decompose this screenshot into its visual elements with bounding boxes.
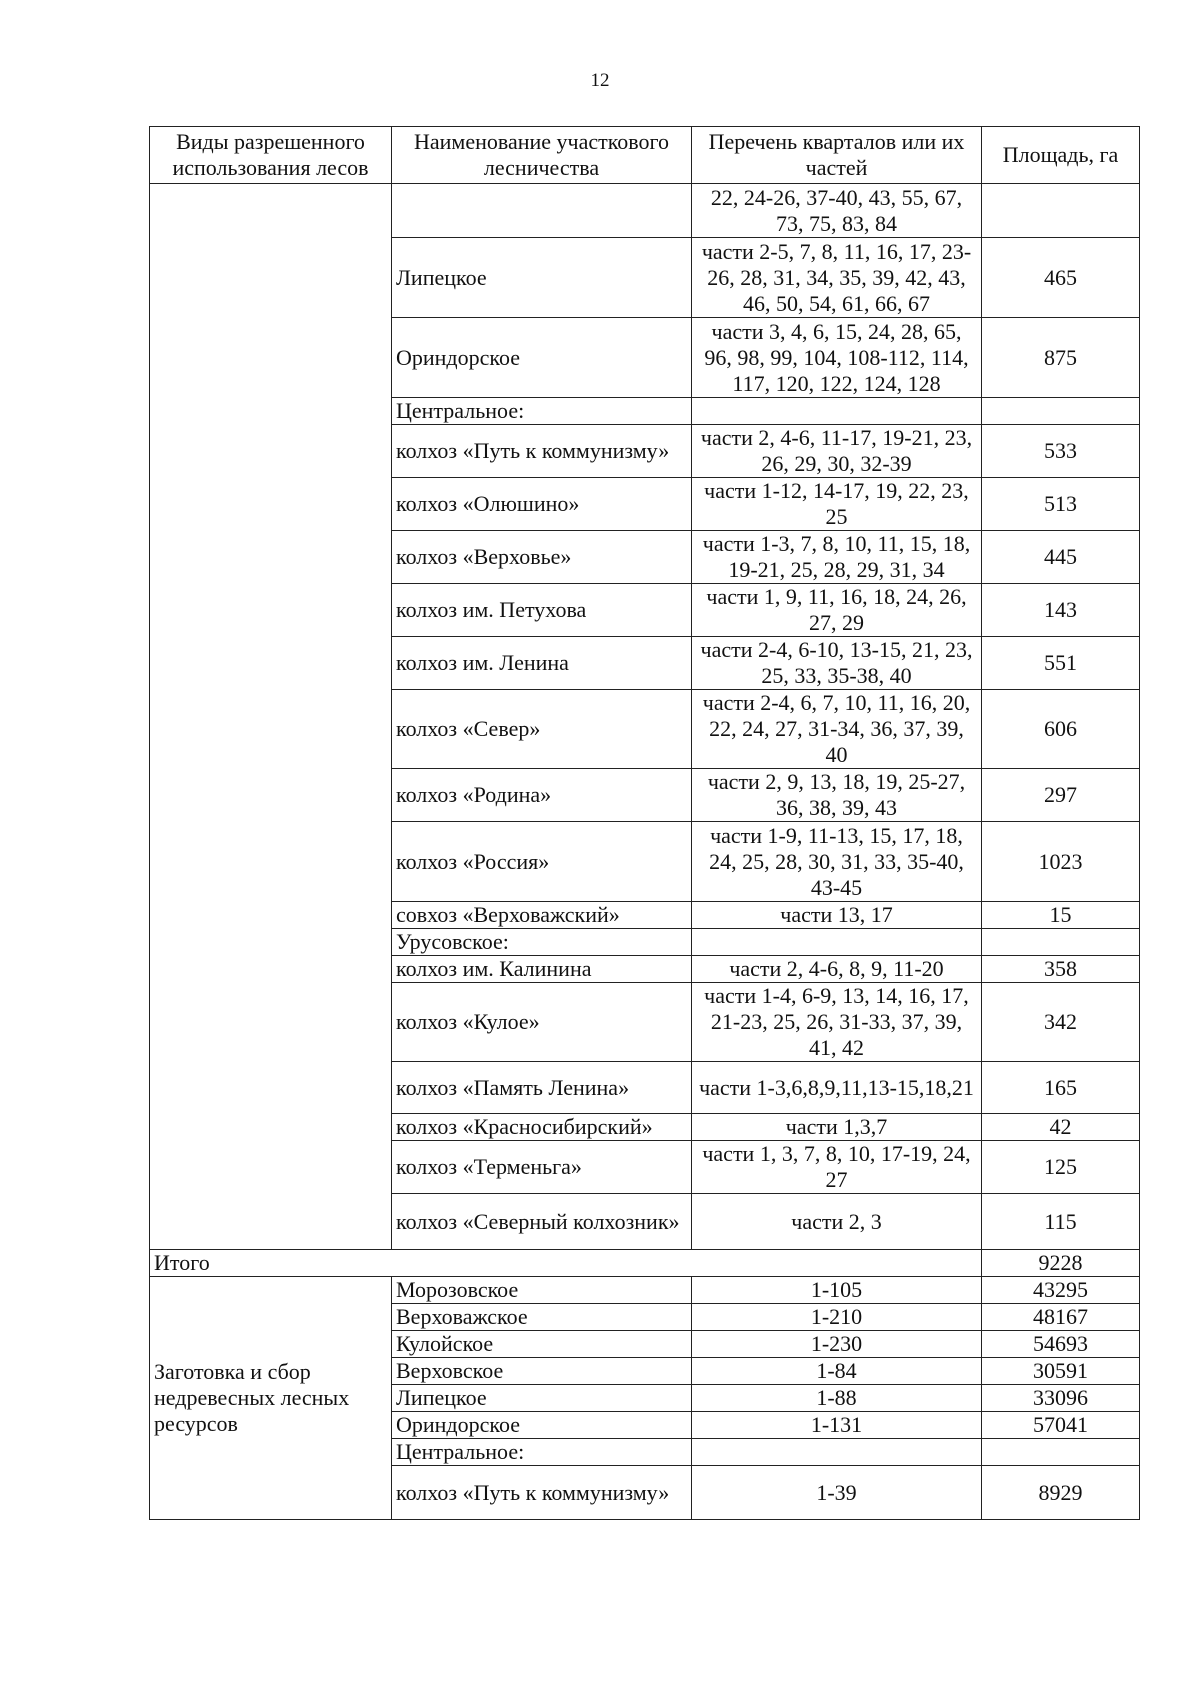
forestry-name-cell: колхоз «Терменьга» bbox=[392, 1141, 692, 1194]
header-area: Площадь, га bbox=[982, 127, 1140, 184]
forestry-name-cell: колхоз «Верховье» bbox=[392, 531, 692, 584]
table-row bbox=[150, 1277, 1140, 1304]
forestry-name-cell: Ориндорское bbox=[392, 318, 692, 398]
quarters-cell: 1-105 bbox=[692, 1277, 982, 1304]
area-cell: 115 bbox=[982, 1194, 1140, 1250]
quarters-cell: 1-39 bbox=[692, 1466, 982, 1520]
quarters-cell: 1-84 bbox=[692, 1358, 982, 1385]
area-cell: 606 bbox=[982, 690, 1140, 769]
header-use-type: Виды разрешенного использования лесов bbox=[150, 127, 392, 184]
quarters-cell: части 3, 4, 6, 15, 24, 28, 65, 96, 98, 99, 104, 108-112, 114, 117, 120, 122, 124, 128 bbox=[692, 318, 982, 398]
quarters-cell: части 1-3,6,8,9,11,13-15,18,21 bbox=[692, 1062, 982, 1114]
use-type-cell bbox=[150, 184, 392, 1250]
quarters-cell: части 1, 9, 11, 16, 18, 24, 26, 27, 29 bbox=[692, 584, 982, 637]
quarters-cell: части 1, 3, 7, 8, 10, 17-19, 24, 27 bbox=[692, 1141, 982, 1194]
quarters-cell: 1-210 bbox=[692, 1304, 982, 1331]
total-area: 9228 bbox=[982, 1250, 1140, 1277]
table-header-row bbox=[150, 127, 1140, 184]
area-cell bbox=[982, 184, 1140, 238]
total-label: Итого bbox=[150, 1250, 982, 1277]
quarters-cell: части 2, 4-6, 8, 9, 11-20 bbox=[692, 956, 982, 983]
forest-use-table bbox=[149, 126, 1140, 1520]
area-cell: 30591 bbox=[982, 1358, 1140, 1385]
forestry-name-cell: Кулойское bbox=[392, 1331, 692, 1358]
area-cell: 551 bbox=[982, 637, 1140, 690]
quarters-cell: части 2, 9, 13, 18, 19, 25-27, 36, 38, 39, 43 bbox=[692, 769, 982, 822]
quarters-cell: 1-131 bbox=[692, 1412, 982, 1439]
area-cell: 48167 bbox=[982, 1304, 1140, 1331]
area-cell: 533 bbox=[982, 425, 1140, 478]
area-cell: 513 bbox=[982, 478, 1140, 531]
page-number: 12 bbox=[590, 70, 610, 91]
forestry-name-cell: Липецкое bbox=[392, 1385, 692, 1412]
area-cell bbox=[982, 398, 1140, 425]
forestry-name-cell: Ориндорское bbox=[392, 1412, 692, 1439]
header-forestry-name: Наименование участкового лесничества bbox=[392, 127, 692, 184]
forestry-name-cell: Верховское bbox=[392, 1358, 692, 1385]
area-cell: 465 bbox=[982, 238, 1140, 318]
quarters-cell: 1-88 bbox=[692, 1385, 982, 1412]
area-cell: 54693 bbox=[982, 1331, 1140, 1358]
quarters-cell: части 2-5, 7, 8, 11, 16, 17, 23-26, 28, 31, 34, 35, 39, 42, 43, 46, 50, 54, 61, 66, 67 bbox=[692, 238, 982, 318]
total-body bbox=[150, 1250, 1140, 1277]
forestry-name-cell: Центральное: bbox=[392, 398, 692, 425]
forestry-name-cell: колхоз им. Петухова bbox=[392, 584, 692, 637]
quarters-cell: части 1,3,7 bbox=[692, 1114, 982, 1141]
area-cell: 8929 bbox=[982, 1466, 1140, 1520]
area-cell: 42 bbox=[982, 1114, 1140, 1141]
forestry-name-cell: совхоз «Верховажский» bbox=[392, 902, 692, 929]
quarters-cell bbox=[692, 398, 982, 425]
forestry-name-cell: колхоз «Путь к коммунизму» bbox=[392, 425, 692, 478]
forestry-name-cell: колхоз «Северный колхозник» bbox=[392, 1194, 692, 1250]
forestry-name-cell: колхоз «Олюшино» bbox=[392, 478, 692, 531]
quarters-cell: части 1-12, 14-17, 19, 22, 23, 25 bbox=[692, 478, 982, 531]
forestry-name-cell: колхоз «Красносибирский» bbox=[392, 1114, 692, 1141]
forestry-name-cell: Морозовское bbox=[392, 1277, 692, 1304]
area-cell: 342 bbox=[982, 983, 1140, 1062]
forestry-name-cell: Верховажское bbox=[392, 1304, 692, 1331]
header-quarters: Перечень кварталов или их частей bbox=[692, 127, 982, 184]
area-cell: 15 bbox=[982, 902, 1140, 929]
area-cell: 143 bbox=[982, 584, 1140, 637]
area-cell: 445 bbox=[982, 531, 1140, 584]
quarters-cell: части 2-4, 6-10, 13-15, 21, 23, 25, 33, 35-38, 40 bbox=[692, 637, 982, 690]
quarters-cell: 1-230 bbox=[692, 1331, 982, 1358]
use-type-cell: Заготовка и сбор недревесных лесных ресурсов bbox=[150, 1277, 392, 1520]
quarters-cell bbox=[692, 1439, 982, 1466]
area-cell: 875 bbox=[982, 318, 1140, 398]
quarters-cell: части 1-9, 11-13, 15, 17, 18, 24, 25, 28, 30, 31, 33, 35-40, 43-45 bbox=[692, 822, 982, 902]
forestry-name-cell: колхоз «Кулое» bbox=[392, 983, 692, 1062]
area-cell: 33096 bbox=[982, 1385, 1140, 1412]
quarters-cell: части 2, 4-6, 11-17, 19-21, 23, 26, 29, 30, 32-39 bbox=[692, 425, 982, 478]
quarters-cell: 22, 24-26, 37-40, 43, 55, 67, 73, 75, 83, 84 bbox=[692, 184, 982, 238]
area-cell: 165 bbox=[982, 1062, 1140, 1114]
quarters-cell bbox=[692, 929, 982, 956]
quarters-cell: части 13, 17 bbox=[692, 902, 982, 929]
quarters-cell: части 1-4, 6-9, 13, 14, 16, 17, 21-23, 25, 26, 31-33, 37, 39, 41, 42 bbox=[692, 983, 982, 1062]
group1-body bbox=[150, 184, 1140, 1250]
area-cell: 125 bbox=[982, 1141, 1140, 1194]
table-row bbox=[150, 184, 1140, 238]
forestry-name-cell: колхоз «Память Ленина» bbox=[392, 1062, 692, 1114]
quarters-cell: части 2-4, 6, 7, 10, 11, 16, 20, 22, 24, 27, 31-34, 36, 37, 39, 40 bbox=[692, 690, 982, 769]
forestry-name-cell: колхоз «Север» bbox=[392, 690, 692, 769]
area-cell bbox=[982, 929, 1140, 956]
area-cell: 43295 bbox=[982, 1277, 1140, 1304]
quarters-cell: части 1-3, 7, 8, 10, 11, 15, 18, 19-21, 25, 28, 29, 31, 34 bbox=[692, 531, 982, 584]
quarters-cell: части 2, 3 bbox=[692, 1194, 982, 1250]
area-cell bbox=[982, 1439, 1140, 1466]
forestry-name-cell: Центральное: bbox=[392, 1439, 692, 1466]
forestry-name-cell: колхоз им. Ленина bbox=[392, 637, 692, 690]
forestry-name-cell: колхоз им. Калинина bbox=[392, 956, 692, 983]
area-cell: 57041 bbox=[982, 1412, 1140, 1439]
forestry-name-cell: Липецкое bbox=[392, 238, 692, 318]
forestry-name-cell: колхоз «Путь к коммунизму» bbox=[392, 1466, 692, 1520]
area-cell: 297 bbox=[982, 769, 1140, 822]
forestry-name-cell: Урусовское: bbox=[392, 929, 692, 956]
forestry-name-cell bbox=[392, 184, 692, 238]
area-cell: 1023 bbox=[982, 822, 1140, 902]
group2-body bbox=[150, 1277, 1140, 1520]
total-row bbox=[150, 1250, 1140, 1277]
forestry-name-cell: колхоз «Родина» bbox=[392, 769, 692, 822]
area-cell: 358 bbox=[982, 956, 1140, 983]
forestry-name-cell: колхоз «Россия» bbox=[392, 822, 692, 902]
